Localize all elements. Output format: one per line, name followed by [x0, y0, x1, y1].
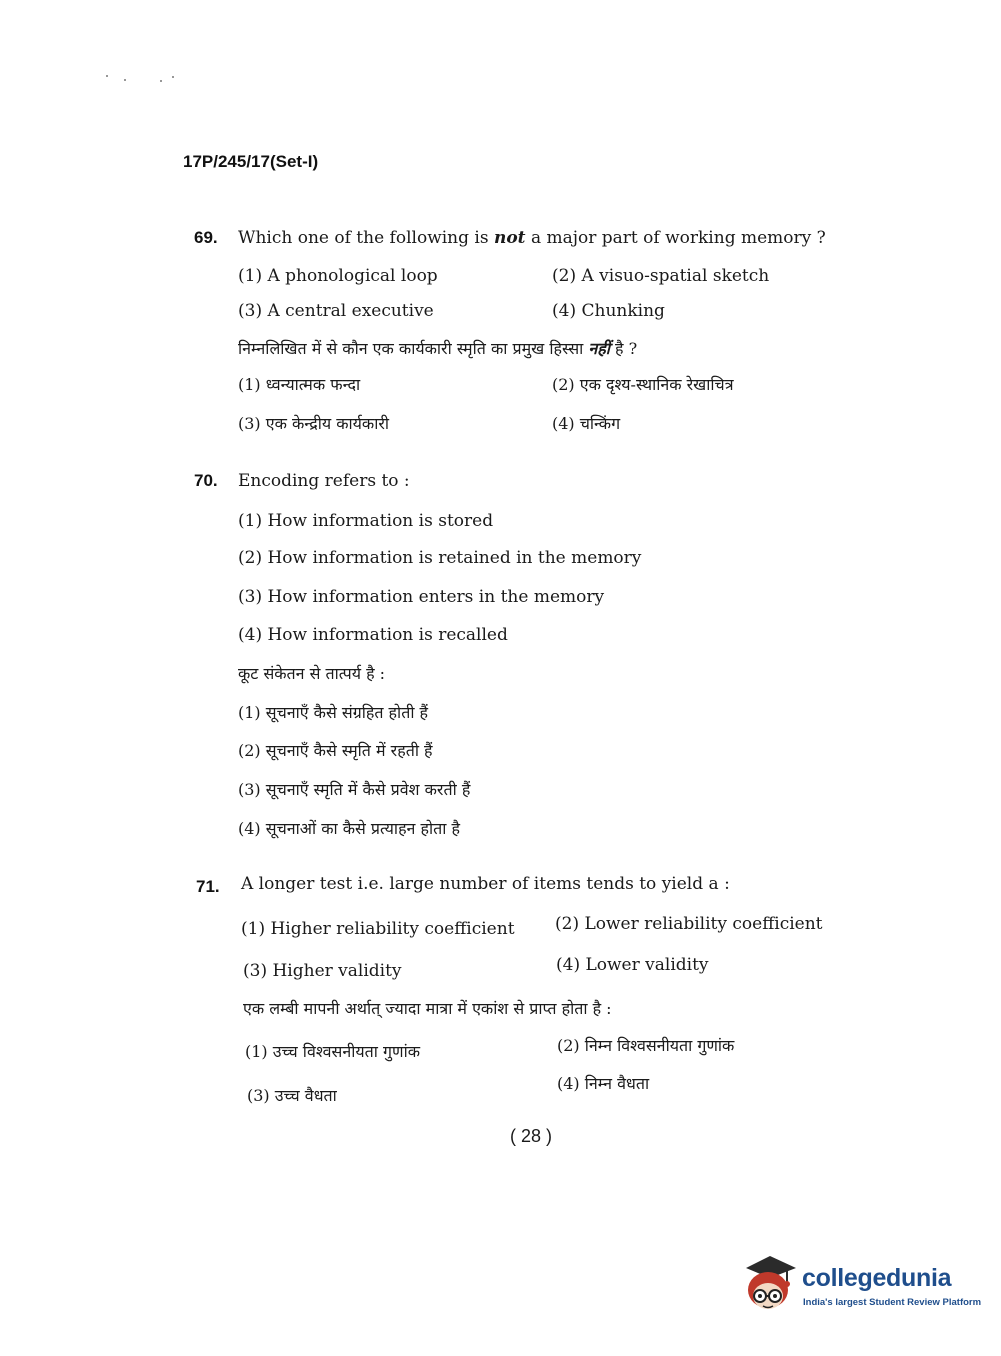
- option-hi: (1) उच्च विश्वसनीयता गुणांक: [245, 1042, 421, 1061]
- option-hi: (1) ध्वन्यात्मक फन्दा: [238, 375, 361, 394]
- option-hi: (3) एक केन्द्रीय कार्यकारी: [238, 414, 390, 433]
- option-en: (4) How information is recalled: [238, 625, 508, 645]
- question-text-en: [238, 228, 826, 248]
- question-number: 70.: [194, 471, 218, 490]
- option-hi: (4) चन्किंग: [552, 414, 621, 433]
- question-text-hi: एक लम्बी मापनी अर्थात् ज्यादा मात्रा में एकांश से प्राप्त होता है :: [243, 999, 612, 1018]
- scan-speck: [124, 79, 126, 81]
- question-text-part: निम्नलिखित में से कौन एक कार्यकारी स्मृति का प्रमुख हिस्सा: [238, 339, 589, 358]
- question-text-en: Encoding refers to :: [238, 471, 410, 491]
- collegedunia-logo[interactable]: [740, 1250, 982, 1314]
- page-number: ( 28 ): [510, 1126, 553, 1146]
- question-text-part: Which one of the following is: [238, 228, 494, 248]
- option-en: (1) How information is stored: [238, 511, 494, 531]
- question-emphasis: नहीं: [588, 339, 610, 358]
- option-en: (3) A central executive: [238, 301, 434, 321]
- question-emphasis: not: [493, 228, 526, 248]
- option-hi: (4) सूचनाओं का कैसे प्रत्याहन होता है: [238, 819, 461, 838]
- question-text-part: a major part of working memory ?: [525, 228, 826, 248]
- option-hi: (3) उच्च वैधता: [247, 1086, 337, 1105]
- option-en: (4) Chunking: [552, 301, 665, 321]
- option-en: (2) How information is retained in the memory: [238, 548, 642, 568]
- option-hi: (4) निम्न वैधता: [557, 1074, 650, 1093]
- question-text-part: है ?: [609, 339, 638, 358]
- option-hi: (2) एक दृश्य-स्थानिक रेखाचित्र: [552, 375, 734, 394]
- paper-code: 17P/245/17(Set-I): [183, 152, 319, 171]
- question-text-hi: [238, 337, 637, 359]
- option-en: (2) A visuo-spatial sketch: [552, 266, 770, 286]
- mascot-icon: [740, 1250, 800, 1314]
- option-en: (3) Higher validity: [243, 961, 402, 981]
- scan-speck: [106, 75, 108, 77]
- option-en: (1) Higher reliability coefficient: [241, 919, 515, 939]
- option-en: (3) How information enters in the memory: [238, 587, 605, 607]
- brand-name: collegedunia: [802, 1264, 952, 1292]
- question-number: 71.: [196, 877, 220, 896]
- question-text-en: A longer test i.e. large number of items tends to yield a :: [241, 874, 730, 894]
- question-number: 69.: [194, 228, 218, 247]
- option-hi: (1) सूचनाएँ कैसे संग्रहित होती हैं: [238, 703, 429, 722]
- option-en: (1) A phonological loop: [238, 266, 438, 286]
- option-hi: (3) सूचनाएँ स्मृति में कैसे प्रवेश करती हैं: [238, 780, 471, 799]
- option-hi: (2) निम्न विश्वसनीयता गुणांक: [557, 1036, 735, 1055]
- brand-tagline: India's largest Student Review Platform: [803, 1297, 982, 1308]
- scan-speck: [172, 76, 174, 78]
- option-hi: (2) सूचनाएँ कैसे स्मृति में रहती हैं: [238, 741, 433, 760]
- question-text-hi: कूट संकेतन से तात्पर्य है :: [238, 664, 386, 683]
- option-en: (4) Lower validity: [556, 955, 709, 975]
- scan-speck: [160, 80, 162, 82]
- option-en: (2) Lower reliability coefficient: [555, 914, 823, 934]
